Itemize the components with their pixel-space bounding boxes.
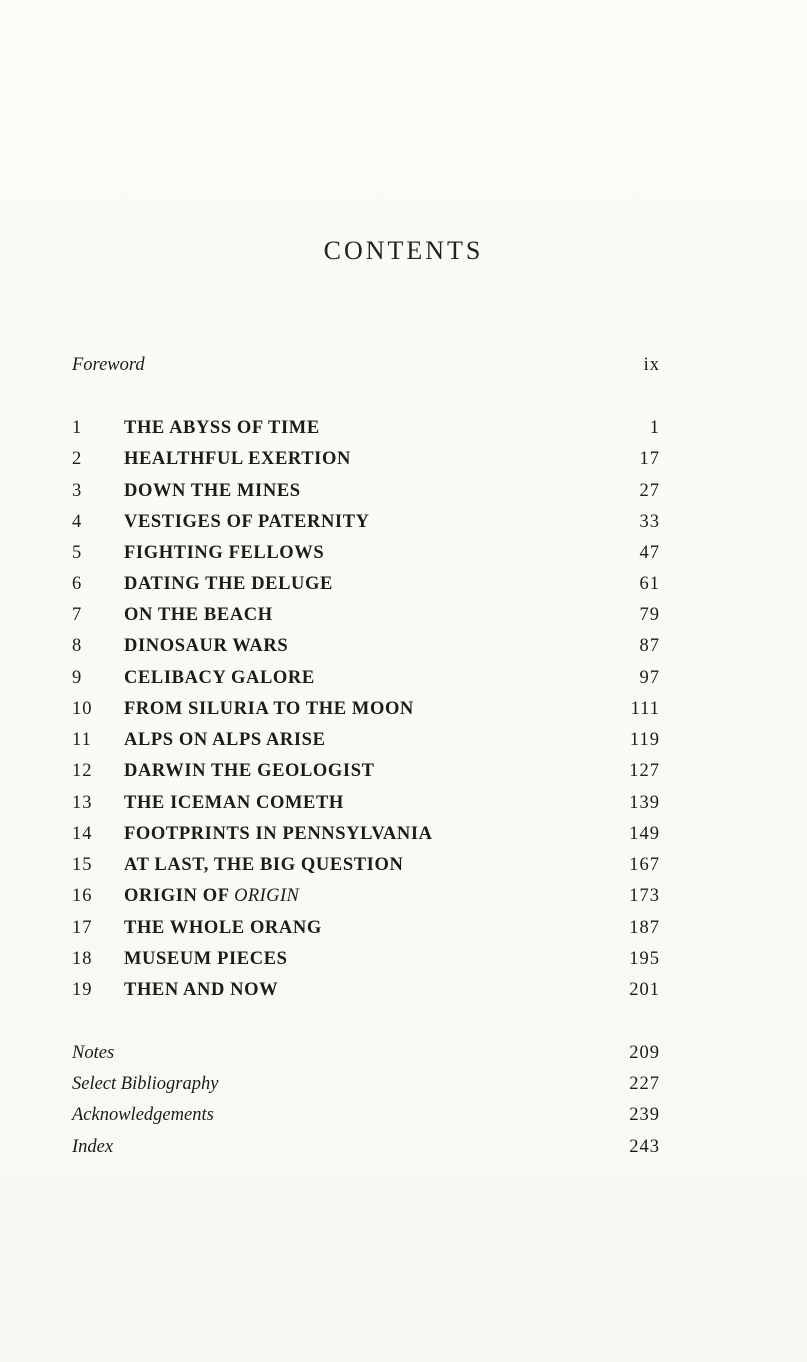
chapter-title: DARWIN THE GEOLOGIST	[124, 761, 375, 781]
toc-chapter-entry[interactable]	[72, 632, 660, 660]
chapter-number: 18	[72, 949, 93, 969]
toc-front-matter-entry[interactable]	[72, 351, 660, 379]
chapter-title: DOWN THE MINES	[124, 481, 301, 501]
chapter-number: 9	[72, 668, 83, 688]
chapter-page: 127	[629, 761, 660, 781]
chapter-title: MUSEUM PIECES	[124, 949, 288, 969]
toc-chapter-entry[interactable]	[72, 539, 660, 567]
chapter-title: DINOSAUR WARS	[124, 636, 289, 656]
chapter-number: 19	[72, 980, 93, 1000]
toc-chapter-entry[interactable]	[72, 789, 660, 817]
chapter-page: 17	[639, 449, 660, 469]
chapter-page: 27	[639, 481, 660, 501]
entry-label: Foreword	[72, 355, 145, 375]
chapter-title: THEN AND NOW	[124, 980, 279, 1000]
chapter-title: DATING THE DELUGE	[124, 574, 333, 594]
chapter-title: THE WHOLE ORANG	[124, 918, 322, 938]
chapter-number: 14	[72, 824, 93, 844]
chapter-page: 149	[629, 824, 660, 844]
chapter-title: ON THE BEACH	[124, 605, 273, 625]
chapter-page: 47	[639, 543, 660, 563]
toc-chapter-entry[interactable]	[72, 757, 660, 785]
toc-chapter-entry[interactable]	[72, 882, 660, 910]
chapter-page: 139	[629, 793, 660, 813]
chapter-page: 111	[630, 699, 660, 719]
toc-back-matter-entry[interactable]	[72, 1133, 660, 1161]
chapter-number: 1	[72, 418, 83, 438]
toc-chapter-entry[interactable]	[72, 414, 660, 442]
chapter-title-italic: ORIGIN	[234, 886, 300, 906]
chapter-title: ALPS ON ALPS ARISE	[124, 730, 326, 750]
chapter-number: 6	[72, 574, 83, 594]
toc-chapter-entry[interactable]	[72, 570, 660, 598]
toc-back-matter-entry[interactable]	[72, 1101, 660, 1129]
toc-chapter-entry[interactable]	[72, 601, 660, 629]
toc-chapter-entry[interactable]	[72, 976, 660, 1004]
page-title: CONTENTS	[323, 236, 484, 265]
toc-chapter-entry[interactable]	[72, 664, 660, 692]
toc-back-matter-entry[interactable]	[72, 1039, 660, 1067]
chapter-number: 2	[72, 449, 83, 469]
toc-chapter-entry[interactable]	[72, 945, 660, 973]
chapter-number: 7	[72, 605, 83, 625]
chapter-page: 167	[629, 855, 660, 875]
entry-page: 209	[629, 1043, 660, 1063]
chapter-number: 12	[72, 761, 93, 781]
chapter-title: THE ABYSS OF TIME	[124, 418, 320, 438]
entry-page: ix	[643, 355, 660, 375]
chapter-page: 61	[639, 574, 660, 594]
chapter-number: 5	[72, 543, 83, 563]
chapter-page: 201	[629, 980, 660, 1000]
chapter-title: FOOTPRINTS IN PENNSYLVANIA	[124, 824, 433, 844]
toc-chapter-entry[interactable]	[72, 477, 660, 505]
toc-chapter-entry[interactable]	[72, 820, 660, 848]
chapter-title: AT LAST, THE BIG QUESTION	[124, 855, 404, 875]
chapter-title: HEALTHFUL EXERTION	[124, 449, 351, 469]
chapter-page: 187	[629, 918, 660, 938]
chapter-page: 33	[639, 512, 660, 532]
chapter-number: 4	[72, 512, 83, 532]
toc-chapter-entry[interactable]	[72, 851, 660, 879]
chapter-page: 119	[629, 730, 660, 750]
chapter-title-prefix: ORIGIN OF	[124, 886, 235, 906]
entry-page: 239	[629, 1105, 660, 1125]
chapter-number: 11	[72, 730, 92, 750]
chapter-number: 16	[72, 886, 93, 906]
chapter-number: 3	[72, 481, 83, 501]
chapter-title	[124, 882, 299, 910]
toc-chapter-entry[interactable]	[72, 508, 660, 536]
chapter-page: 87	[639, 636, 660, 656]
toc-back-matter-entry[interactable]	[72, 1070, 660, 1098]
entry-label: Acknowledgements	[72, 1105, 214, 1125]
chapter-page: 173	[629, 886, 660, 906]
entry-page: 243	[629, 1137, 660, 1157]
chapter-number: 10	[72, 699, 93, 719]
chapter-title: CELIBACY GALORE	[124, 668, 315, 688]
toc-chapter-entry[interactable]	[72, 445, 660, 473]
toc-chapter-entry[interactable]	[72, 726, 660, 754]
chapter-page: 1	[649, 418, 660, 438]
chapter-title: THE ICEMAN COMETH	[124, 793, 344, 813]
chapter-page: 79	[639, 605, 660, 625]
chapter-number: 8	[72, 636, 83, 656]
chapter-number: 13	[72, 793, 93, 813]
entry-label: Select Bibliography	[72, 1074, 219, 1094]
chapter-number: 17	[72, 918, 93, 938]
entry-label: Notes	[72, 1043, 115, 1063]
chapter-title: FROM SILURIA TO THE MOON	[124, 699, 414, 719]
chapter-title: FIGHTING FELLOWS	[124, 543, 325, 563]
toc-chapter-entry[interactable]	[72, 914, 660, 942]
chapter-number: 15	[72, 855, 93, 875]
chapter-page: 97	[639, 668, 660, 688]
toc-chapter-entry[interactable]	[72, 695, 660, 723]
chapter-title: VESTIGES OF PATERNITY	[124, 512, 370, 532]
chapter-page: 195	[629, 949, 660, 969]
entry-label: Index	[72, 1137, 114, 1157]
entry-page: 227	[629, 1074, 660, 1094]
